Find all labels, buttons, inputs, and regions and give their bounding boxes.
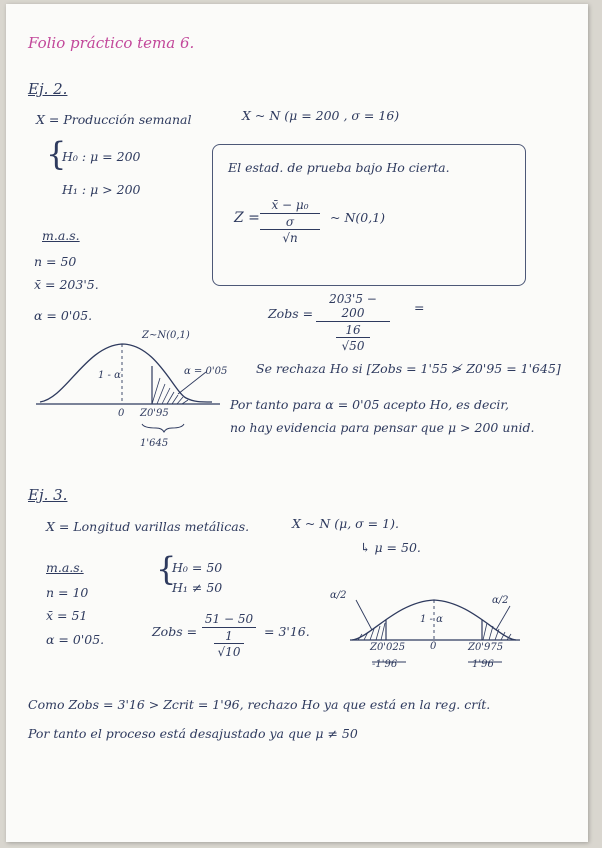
ej3-zobs-fraction <box>202 612 256 659</box>
box-z-lhs: Z = <box>234 210 260 226</box>
ej3-hypothesis-brace: { <box>156 550 177 588</box>
ej2-null-hypothesis: H₀ : μ = 200 <box>62 149 141 164</box>
box-fraction-numerator: x̄ − μ₀ <box>260 198 320 214</box>
box-fraction-root: √n <box>282 231 298 245</box>
ej3-heading: Ej. 3. <box>28 486 68 504</box>
ej2-one-minus-alpha: 1 - α <box>98 370 121 381</box>
ej2-sample-size: n = 50 <box>34 254 77 269</box>
ej2-zobs-equals: = <box>414 300 425 315</box>
ej3-right-alpha-arrow <box>496 606 510 630</box>
ej2-zobs-den-num: 16 <box>336 322 370 338</box>
ej3-one-minus-alpha: 1 - α <box>420 614 443 625</box>
ej3-conclusion-line-2: Por tanto el proceso está desajustado ya que μ ≠ 50 <box>28 726 358 741</box>
ej3-distribution: X ~ N (μ, σ = 1). <box>292 516 399 531</box>
ej2-alpha: α = 0'05. <box>34 308 93 323</box>
ej3-mu-note: ↳ μ = 50. <box>360 540 421 555</box>
ej3-z-right-value: 1'96 <box>472 659 494 670</box>
ej2-zobs-den-den: √50 <box>341 339 365 353</box>
ej2-conclusion-line-2: no hay evidencia para pensar que μ > 200 unid. <box>230 420 535 435</box>
ej3-left-alpha-arrow <box>356 600 372 630</box>
ej3-zobs-den-den: √10 <box>217 645 241 659</box>
box-fraction <box>260 198 320 245</box>
ej3-alpha-half-left: α/2 <box>330 590 347 601</box>
ej3-null-hypothesis: H₀ = 50 <box>172 560 223 575</box>
ej2-z-value: 1'645 <box>140 438 169 449</box>
ej2-reject-rule: Se rechaza Ho si [Zobs = 1'55 ≯ Z0'95 = 1'645] <box>256 361 561 376</box>
ej2-alpha-label: α = 0'05 <box>184 366 228 377</box>
ej3-left-rejection-hatch <box>358 623 385 640</box>
ej3-conclusion-line-1: Como Zobs = 3'16 > Zcrit = 1'96, rechazo Ho ya que está en la reg. crít. <box>28 697 491 712</box>
ej3-z-right-label: Z0'975 <box>468 642 504 653</box>
ej3-z-left-label: Z0'025 <box>370 642 406 653</box>
ej2-zobs-fraction <box>316 292 390 353</box>
ej2-zobs-numerator: 203'5 − 200 <box>316 292 390 322</box>
ej2-curve-label: Z~N(0,1) <box>142 330 190 341</box>
notebook-page <box>6 4 588 842</box>
ej2-hypothesis-brace: { <box>46 135 67 173</box>
ej2-heading: Ej. 2. <box>28 80 68 98</box>
ej2-distribution: X ~ N (μ = 200 , σ = 16) <box>242 108 400 123</box>
page-title: Folio práctico tema 6. <box>28 34 195 52</box>
ej3-z-left-value: -1'96 <box>372 659 398 670</box>
box-title: El estad. de prueba bajo Ho cierta. <box>228 160 450 175</box>
ej3-zero-tick: 0 <box>430 641 437 652</box>
ej2-conclusion-line-1: Por tanto para α = 0'05 acepto Ho, es decir, <box>230 397 509 412</box>
ej2-sample-title: m.a.s. <box>42 228 80 243</box>
box-fraction-sigma: σ <box>260 214 320 230</box>
ej3-variable-definition: X = Longitud varillas metálicas. <box>46 519 250 534</box>
ej3-sample-size: n = 10 <box>46 585 89 600</box>
ej3-zobs-lhs: Zobs = <box>152 624 198 639</box>
ej2-zobs-lhs: Zobs = <box>268 306 314 321</box>
ej2-brace-under-z <box>142 424 184 432</box>
ej2-rejection-hatch <box>152 378 188 404</box>
box-z-rhs: ~ N(0,1) <box>330 210 386 225</box>
ej3-zobs-numerator: 51 − 50 <box>202 612 256 628</box>
ej3-sample-mean: x̄ = 51 <box>46 608 88 623</box>
ej3-alt-hypothesis: H₁ ≠ 50 <box>172 580 223 595</box>
ej3-zobs-result: = 3'16. <box>264 624 310 639</box>
ej3-alpha: α = 0'05. <box>46 632 105 647</box>
ej2-sample-mean: x̄ = 203'5. <box>34 277 99 292</box>
ej3-zobs-den-num: 1 <box>214 628 244 644</box>
ej3-sample-title: m.a.s. <box>46 560 84 575</box>
ej2-z095-label: Z0'95 <box>140 408 169 419</box>
ej2-alt-hypothesis: H₁ : μ > 200 <box>62 182 141 197</box>
ej2-variable-definition: X = Producción semanal <box>36 112 192 127</box>
ej2-zero-tick: 0 <box>118 408 125 419</box>
ej3-alpha-half-right: α/2 <box>492 595 509 606</box>
